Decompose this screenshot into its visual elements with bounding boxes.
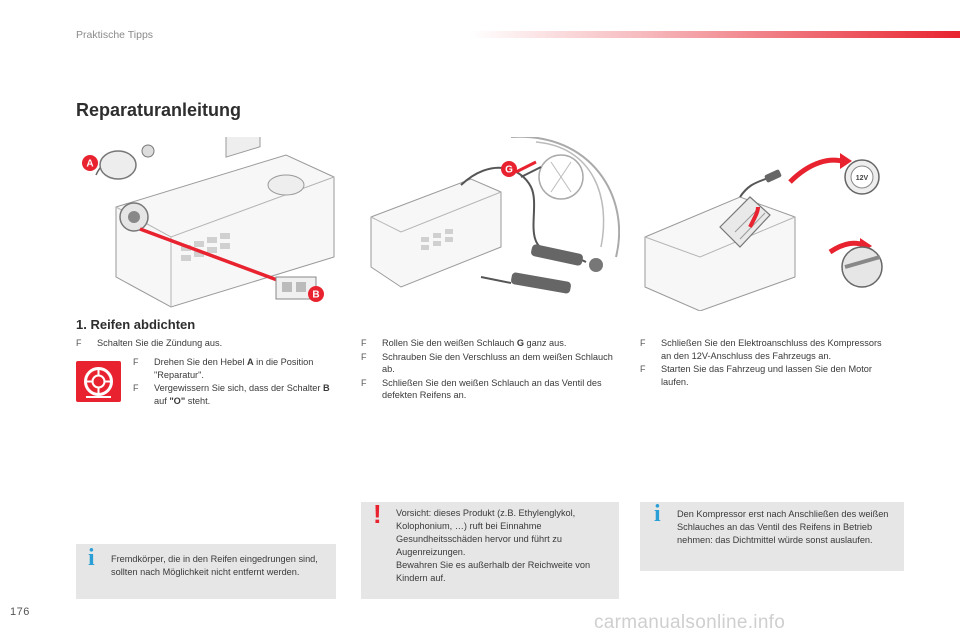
text-run: ganz aus.: [524, 338, 567, 348]
col1-sub-bullets: [133, 356, 333, 408]
col1-bullets: [76, 337, 346, 351]
section-label: Praktische Tipps: [76, 29, 154, 41]
text-run: Vergewissern Sie sich, dass der Schalter: [154, 383, 324, 394]
header-gradient-bar: [470, 31, 960, 38]
step-title: 1. Reifen abdichten: [76, 317, 196, 332]
info-note-foreign-objects: [76, 544, 336, 599]
position-o-ref: "O": [169, 395, 186, 406]
bullet-text: [154, 382, 333, 407]
bullet-marker: F: [361, 351, 367, 362]
col3-bullets: [640, 337, 890, 389]
bullet-marker: F: [361, 377, 367, 388]
connector-illustration-svg: [640, 137, 899, 311]
bullet-item: [361, 377, 623, 402]
info-note-text: Den Kompressor erst nach Anschließen des weißen Schlauches an das Ventil des Reifens in Betrieb nehmen: das Dichtmittel würde sonst auslaufen.: [677, 509, 889, 545]
text-run: steht.: [185, 395, 211, 406]
callout-g: G: [505, 164, 513, 176]
bullet-text: Schrauben Sie den Verschluss an dem weißen Schlauch ab.: [382, 351, 613, 375]
bullet-text: [154, 356, 333, 381]
col2-bullets: [361, 337, 623, 403]
bullet-marker: F: [640, 364, 646, 375]
warning-icon: !: [373, 499, 382, 529]
text-run: Rollen Sie den weißen Schlauch: [382, 338, 517, 348]
power-connector-12v-illustration: [640, 137, 899, 311]
bullet-marker: F: [133, 357, 139, 367]
bullet-text: Schließen Sie den weißen Schlauch an das Ventil des defekten Reifens an.: [382, 377, 602, 401]
tyre-repair-icon-svg: [76, 361, 121, 402]
switch-b-ref: B: [323, 383, 330, 394]
socket-12v-label: 12V: [855, 175, 869, 182]
bullet-marker: F: [640, 338, 646, 348]
hose-g-ref: G: [516, 338, 524, 348]
bullet-item: [133, 382, 333, 407]
text-run: Drehen Sie den Hebel: [154, 357, 247, 367]
tyre-repair-icon: [76, 361, 121, 402]
bullet-item: [361, 351, 623, 376]
watermark: carmanualsonline.info: [594, 612, 786, 633]
warning-note-text-2: Bewahren Sie es außerhalb der Reichweite von Kindern auf.: [396, 560, 591, 583]
page-number: 176: [10, 606, 30, 618]
bullet-marker: F: [361, 338, 367, 348]
info-note-compressor-start: [640, 502, 904, 571]
bullet-item: [640, 337, 890, 362]
bullet-item: [76, 337, 346, 350]
text-run: in die Position "Reparatur".: [154, 357, 314, 380]
bullet-text: [382, 337, 623, 350]
hose-illustration-svg: [361, 137, 620, 311]
bullet-marker: F: [76, 338, 82, 348]
bullet-item: [640, 363, 890, 388]
bullet-marker: F: [133, 383, 139, 394]
bullet-text: Schalten Sie die Zündung aus.: [97, 338, 223, 348]
hose-tyre-valve-illustration: [361, 137, 620, 311]
lever-a-ref: A: [246, 357, 254, 367]
callout-a: A: [86, 158, 94, 170]
info-icon: i: [88, 545, 95, 571]
info-note-text: Fremdkörper, die in den Reifen eingedrungen sind, sollten nach Möglichkeit nicht entfernt werden.: [111, 554, 318, 577]
compressor-lever-illustration-svg: [76, 137, 335, 311]
callout-b: B: [312, 289, 320, 301]
info-icon: i: [654, 501, 661, 527]
compressor-lever-switch-illustration: [76, 137, 335, 311]
bullet-item: [361, 337, 623, 350]
text-run: auf: [154, 395, 170, 406]
bullet-text: Starten Sie das Fahrzeug und lassen Sie den Motor laufen.: [661, 364, 872, 387]
warning-note-sealant: [361, 499, 619, 599]
warning-note-text-1: Vorsicht: dieses Produkt (z.B. Ethylenglykol, Kolophonium, …) ruft bei Einnahme Gesundheitsschäden hervor und führt zu Augenreizungen.: [396, 508, 576, 557]
bullet-item: [133, 356, 333, 381]
page-title: Reparaturanleitung: [76, 100, 242, 120]
bullet-text: Schließen Sie den Elektroanschluss des Kompressors an den 12V-Anschluss des Fahrzeugs an.: [661, 338, 882, 361]
